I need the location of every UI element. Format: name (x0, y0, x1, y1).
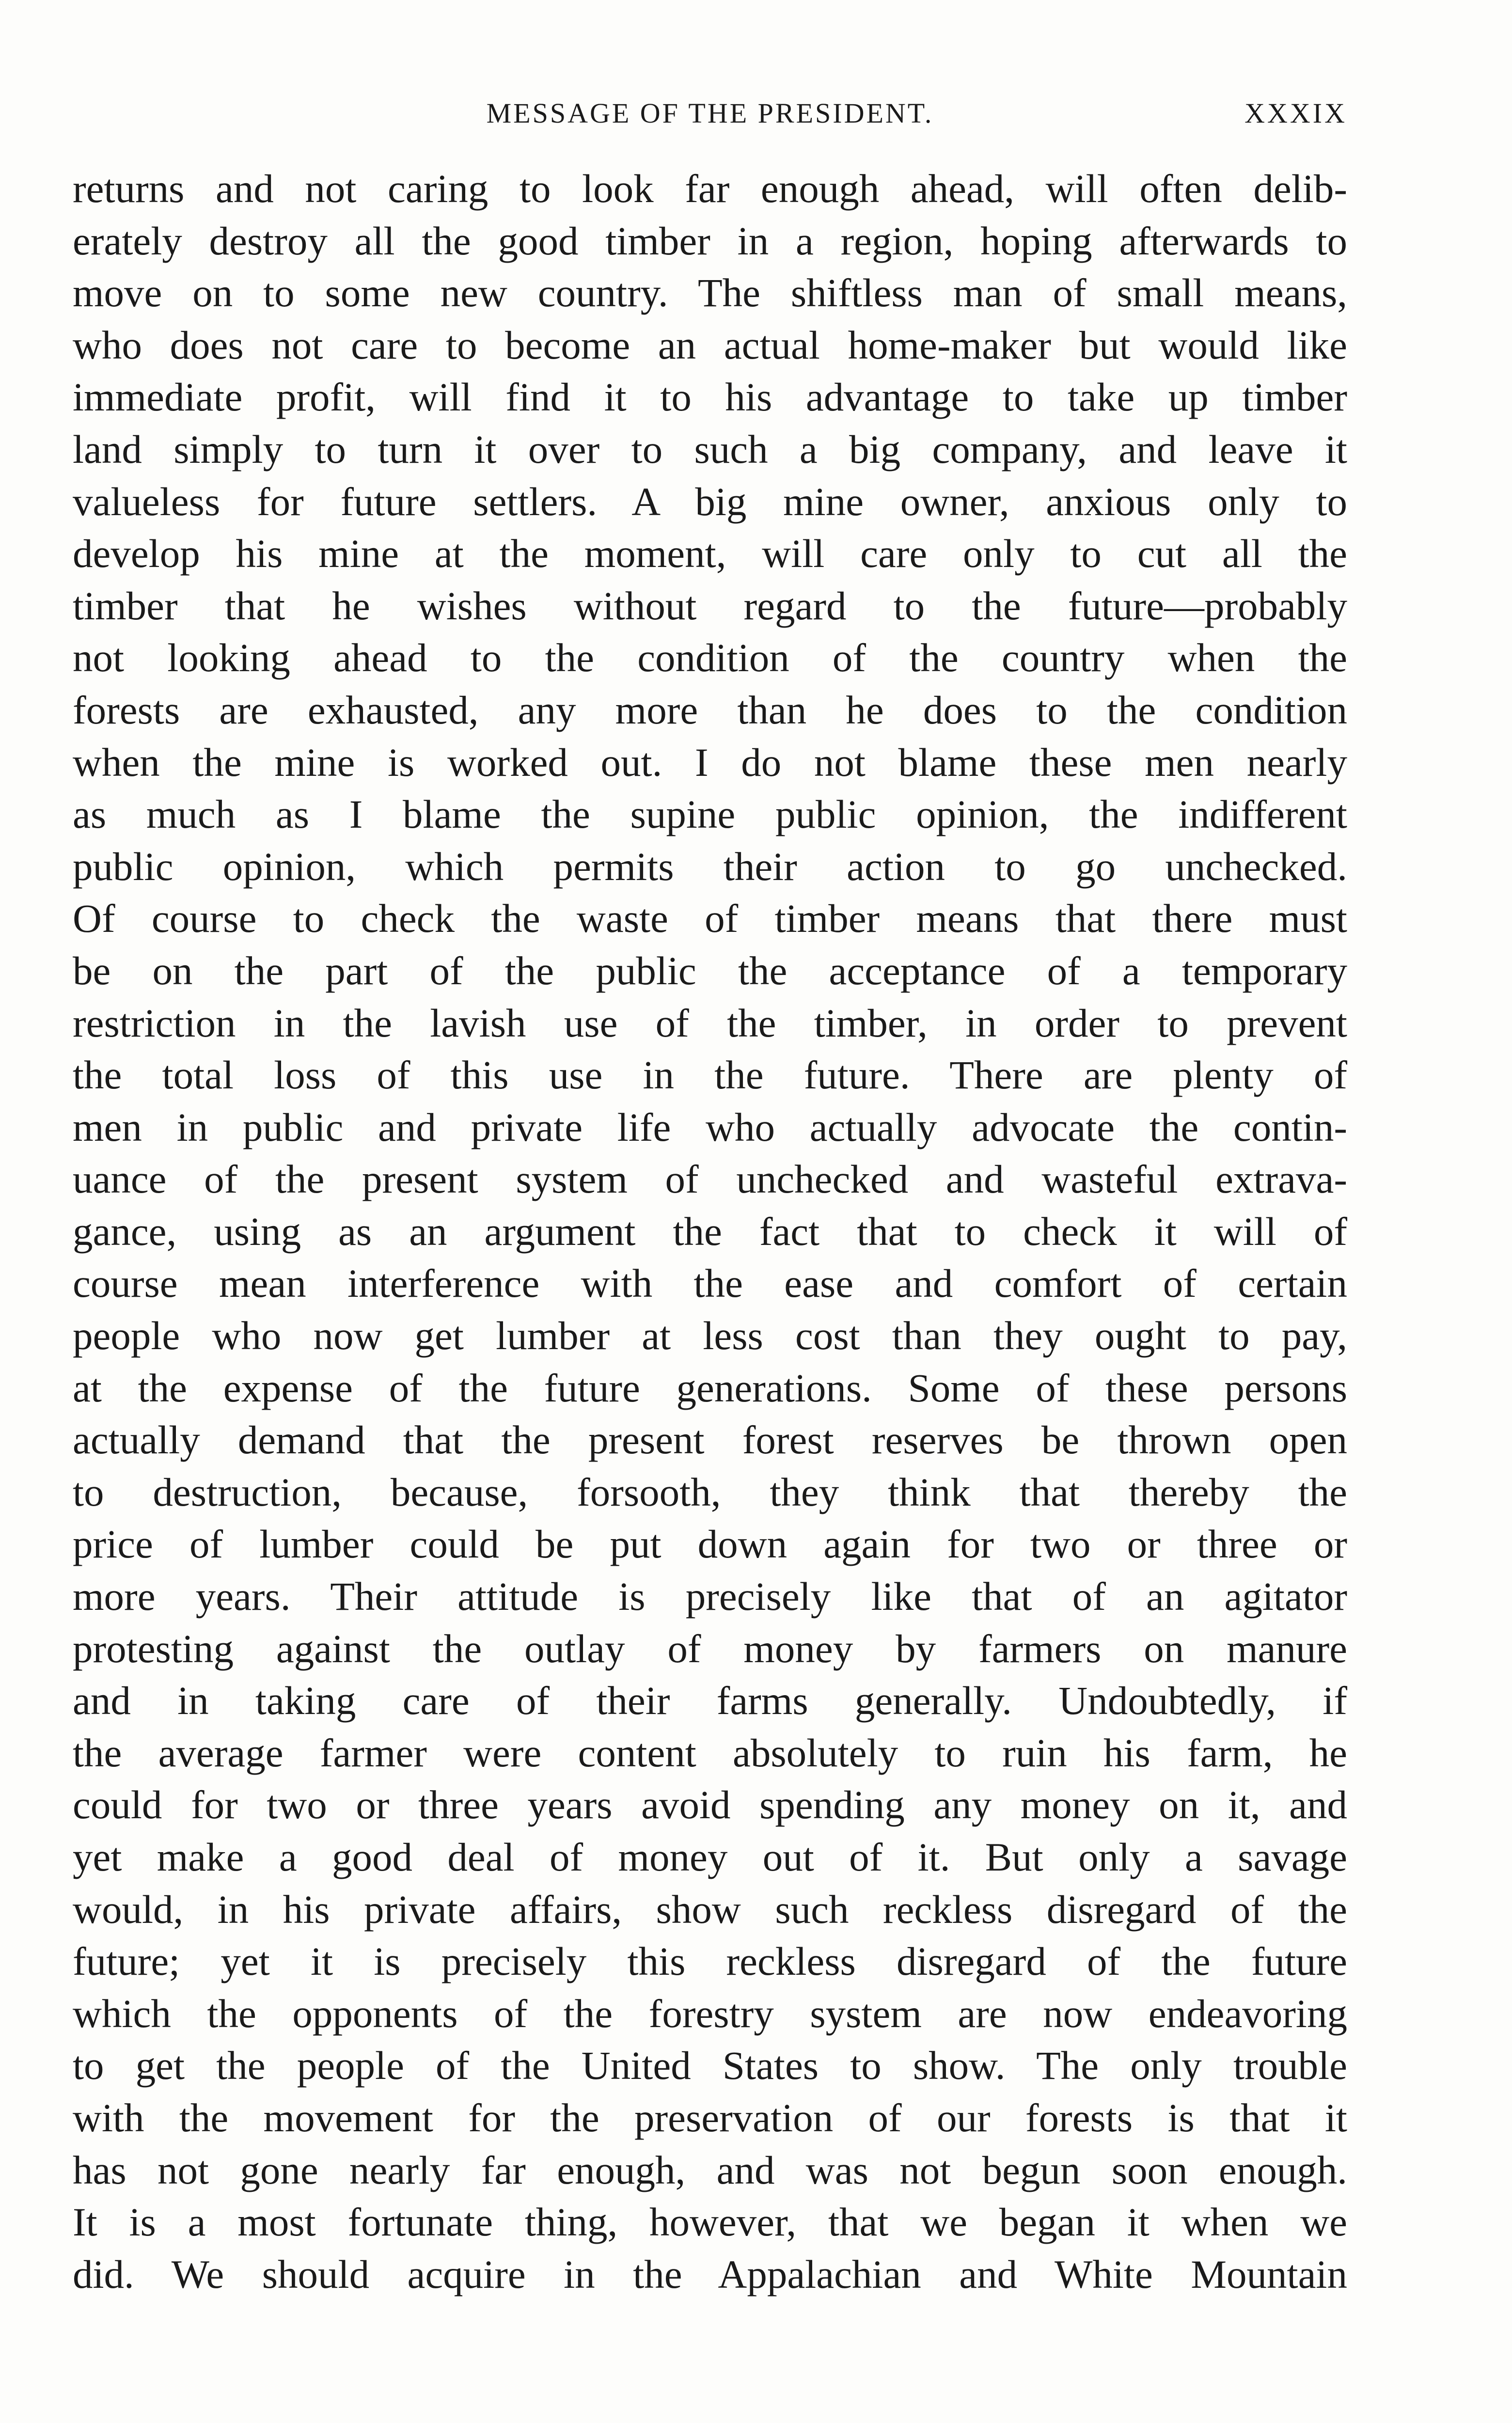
text-line: the total loss of this use in the future. There are plenty of (73, 1053, 1347, 1098)
text-line: course mean interference with the ease and comfort of certain (73, 1261, 1347, 1306)
text-line: at the expense of the future generations. Some of these persons (73, 1365, 1347, 1410)
text-line: which the opponents of the forestry system are now endeavoring (73, 1991, 1347, 2036)
text-line: public opinion, which permits their action to go unchecked. (73, 844, 1347, 889)
text-line: did. We should acquire in the Appalachian and White Mountain (73, 2251, 1347, 2297)
text-line: with the movement for the preservation of our forests is that it (73, 2095, 1347, 2140)
text-line: people who now get lumber at less cost than they ought to pay, (73, 1313, 1347, 1358)
text-line: protesting against the outlay of money by farmers on manure (73, 1626, 1347, 1671)
text-line: immediate profit, will find it to his advantage to take up timber (73, 375, 1347, 420)
running-head (73, 97, 1347, 141)
text-line: Of course to check the waste of timber means that there must (73, 896, 1347, 941)
text-line: develop his mine at the moment, will care only to cut all the (73, 531, 1347, 576)
text-line: move on to some new country. The shiftless man of small means, (73, 270, 1347, 315)
running-title: MESSAGE OF THE PRESIDENT. (486, 97, 934, 129)
text-line: the average farmer were content absolutely to ruin his farm, he (73, 1730, 1347, 1775)
text-line: returns and not caring to look far enough ahead, will often delib- (73, 166, 1347, 211)
text-line: and in taking care of their farms generally. Undoubtedly, if (73, 1678, 1347, 1723)
text-line: more years. Their attitude is precisely like that of an agitator (73, 1574, 1347, 1619)
text-line: valueless for future settlers. A big mine owner, anxious only to (73, 479, 1347, 524)
text-line: forests are exhausted, any more than he does to the condition (73, 687, 1347, 732)
text-line: uance of the present system of unchecked and wasteful extrava- (73, 1157, 1347, 1202)
text-line: men in public and private life who actually advocate the contin- (73, 1104, 1347, 1149)
page-number: XXXIX (1244, 97, 1347, 129)
text-line: be on the part of the public the acceptance of a temporary (73, 948, 1347, 993)
text-line: yet make a good deal of money out of it. But only a savage (73, 1835, 1347, 1879)
text-line: could for two or three years avoid spending any money on it, and (73, 1782, 1347, 1827)
text-line: has not gone nearly far enough, and was not begun soon enough. (73, 2147, 1347, 2192)
text-line: would, in his private affairs, show such reckless disregard of the (73, 1887, 1347, 1932)
text-line: erately destroy all the good timber in a region, hoping afterwards to (73, 218, 1347, 263)
text-line: future; yet it is precisely this reckless disregard of the future (73, 1939, 1347, 1984)
text-line: as much as I blame the supine public opinion, the indifferent (73, 792, 1347, 837)
text-line: timber that he wishes without regard to the future—probably (73, 583, 1347, 628)
text-line: It is a most fortunate thing, however, that we began it when we (73, 2200, 1347, 2245)
text-line: gance, using as an argument the fact that to check it will of (73, 1209, 1347, 1254)
text-line: land simply to turn it over to such a big company, and leave it (73, 426, 1347, 472)
text-line: price of lumber could be put down again for two or three or (73, 1522, 1347, 1567)
text-line: restriction in the lavish use of the timber, in order to prevent (73, 1000, 1347, 1045)
text-line: to destruction, because, forsooth, they think that thereby the (73, 1469, 1347, 1514)
text-line: actually demand that the present forest reserves be thrown open (73, 1417, 1347, 1463)
text-line: to get the people of the United States to show. The only trouble (73, 2043, 1347, 2088)
text-line: when the mine is worked out. I do not blame these men nearly (73, 739, 1347, 785)
text-line: not looking ahead to the condition of the country when the (73, 635, 1347, 680)
body-text (73, 163, 1347, 2300)
text-line: who does not care to become an actual home-maker but would like (73, 322, 1347, 367)
